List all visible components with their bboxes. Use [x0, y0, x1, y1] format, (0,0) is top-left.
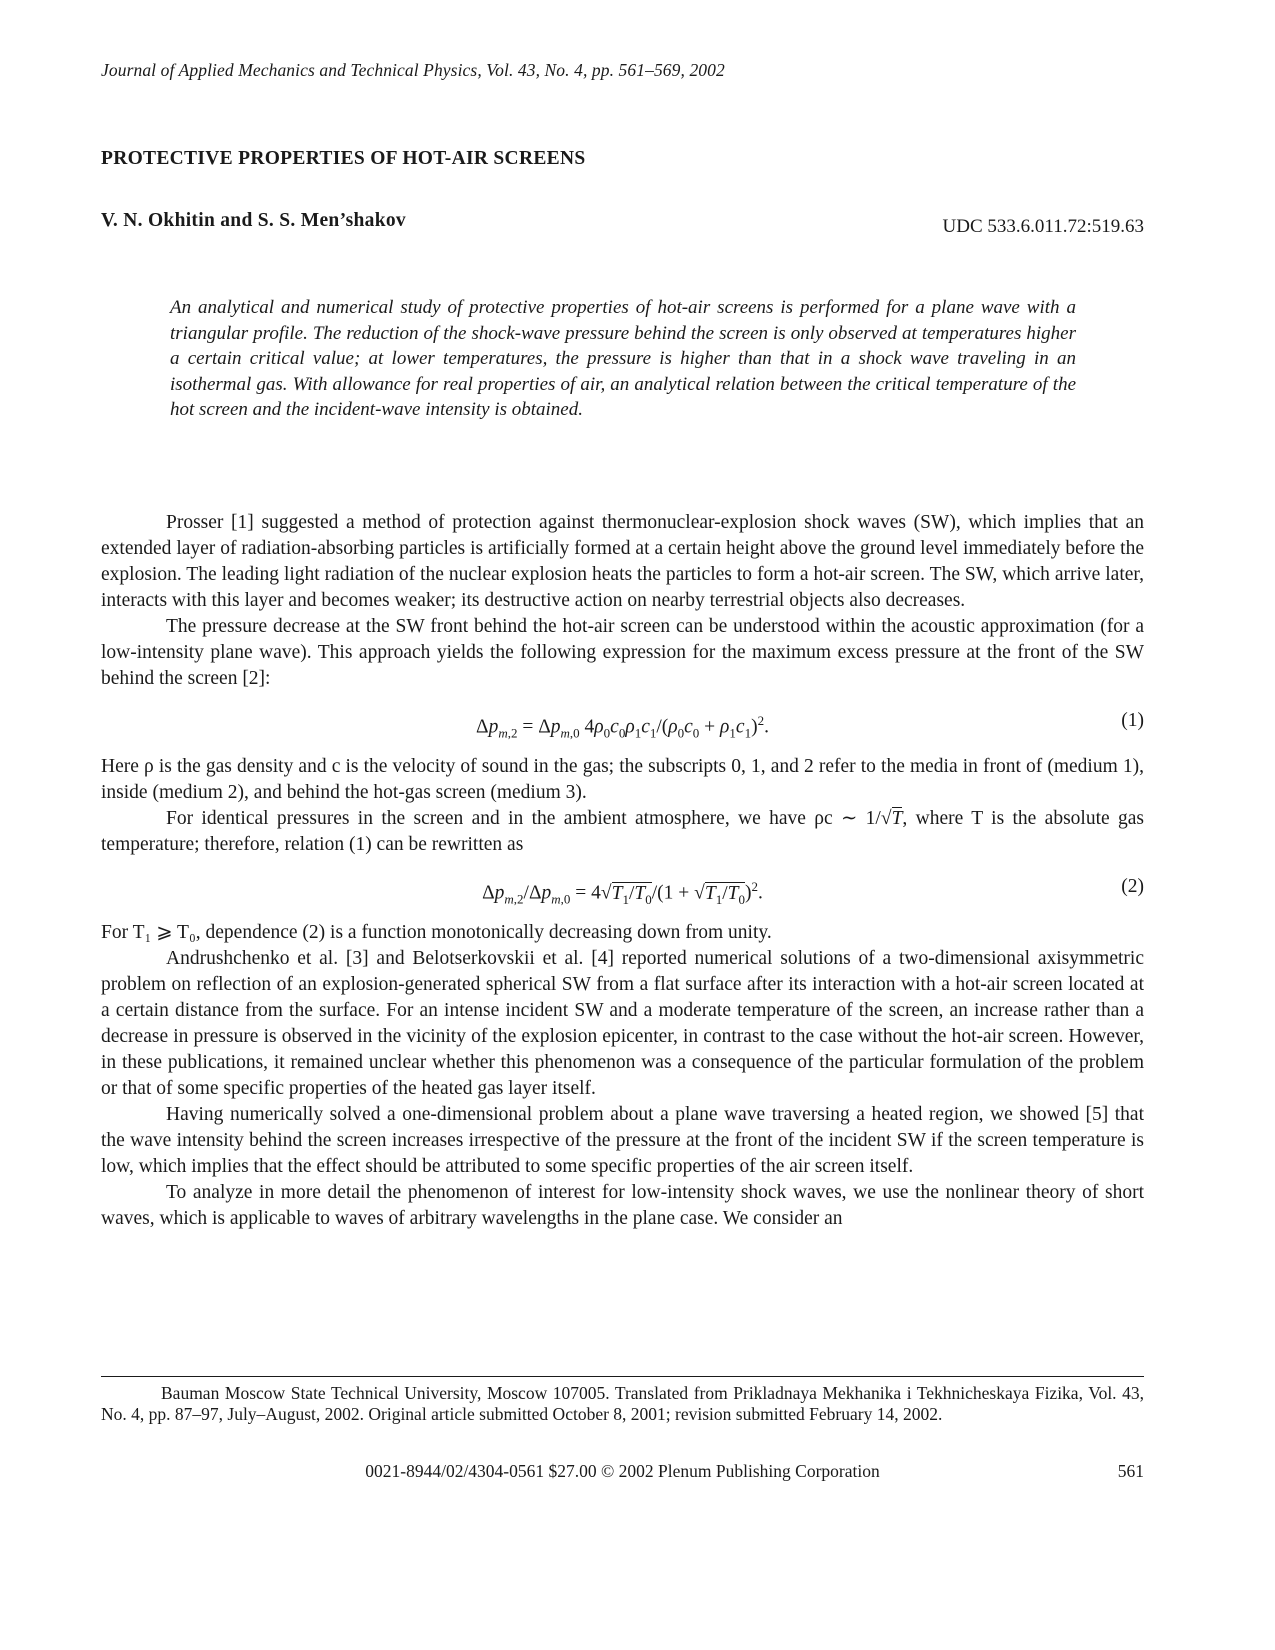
copyright-line: 0021-8944/02/4304-0561 $27.00 © 2002 Plenum Publishing Corporation — [365, 1461, 880, 1481]
article-title: PROTECTIVE PROPERTIES OF HOT-AIR SCREENS — [101, 148, 586, 169]
equation-1-formula: $\Delta p_{m,2} = \Delta p_{m,0}$ $4\rho_0c_0\rho_1c_1/(\rho_0c_0 + \rho_1c_1)^2$. — [476, 713, 769, 741]
equation-2-formula: $\Delta p_{m,2}/\Delta p_{m,0} = 4√T_1/T_0/(1 + √T_1/T_0)^2$. — [482, 879, 763, 907]
article-body — [101, 510, 1144, 1232]
paragraph-5: For T₁ ⩾ T₀, dependence (2) is a function monotonically decreasing down from unity. — [101, 922, 772, 943]
page-number: 561 — [1117, 1461, 1144, 1481]
sqrt-t: √T — [880, 808, 903, 829]
udc-code: UDC 533.6.011.72:519.63 — [942, 216, 1144, 237]
footnote-divider — [101, 1376, 1144, 1377]
equation-2 — [101, 866, 1144, 910]
paragraph-4-start: For identical pressures in the screen and in the ambient atmosphere, we have ρc ∼ 1/ — [166, 808, 881, 829]
article-authors: V. N. Okhitin and S. S. Men’shakov — [101, 210, 406, 231]
paragraph-7: Having numerically solved a one-dimensional problem about a plane wave traversing a heated region, we showed [5] that the wave intensity behind the screen increases irrespective of the pressure at the front of the incident SW if the screen temperature is low, which implies that the effect should be attributed to some specific properties of the air screen itself. — [101, 1104, 1144, 1177]
footnote: Bauman Moscow State Technical University, Moscow 107005. Translated from Prikladnaya Mekhanika i Tekhnicheskaya Fizika, Vol. 43, No. 4, pp. 87–97, July–August, 2002. Original article submitted October 8, 2001; revision submitted February 14, 2002. — [101, 1383, 1144, 1424]
equation-1-number: (1) — [1121, 710, 1144, 731]
abstract: An analytical and numerical study of protective properties of hot-air screens is performed for a plane wave with a triangular profile. The reduction of the shock-wave pressure behind the screen is only observed at temperatures higher a certain critical value; at lower temperatures, the pressure is higher than that in a shock wave traveling in an isothermal gas. With allowance for real properties of air, an analytical relation between the critical temperature of the hot screen and the incident-wave intensity is obtained. — [170, 297, 1076, 421]
paragraph-4-end: , where T is the absolute gas temperature; therefore, relation (1) can be rewritten as — [101, 808, 1144, 855]
paragraph-3: Here ρ is the gas density and c is the velocity of sound in the gas; the subscripts 0, 1, and 2 refer to the media in front of (medium 1), inside (medium 2), and behind the hot-gas screen (medium 3). — [101, 756, 1144, 803]
equation-1 — [101, 700, 1144, 744]
paragraph-8: To analyze in more detail the phenomenon of interest for low-intensity shock waves, we use the nonlinear theory of short waves, which is applicable to waves of arbitrary wavelengths in the plane case. We consider an — [101, 1182, 1144, 1229]
equation-2-number: (2) — [1121, 876, 1144, 897]
paragraph-1: Prosser [1] suggested a method of protection against thermonuclear-explosion shock waves (SW), which implies that an extended layer of radiation-absorbing particles is artificially formed at a certain height above the ground level immediately before the explosion. The leading light radiation of the nuclear explosion heats the particles to form a hot-air screen. The SW, which arrive later, interacts with this layer and becomes weaker; its destructive action on nearby terrestrial objects also decreases. — [101, 512, 1144, 611]
journal-citation: Journal of Applied Mechanics and Technical Physics, Vol. 43, No. 4, pp. 561–569, 2002 — [101, 60, 725, 80]
paragraph-2: The pressure decrease at the SW front behind the hot-air screen can be understood within the acoustic approximation (for a low-intensity plane wave). This approach yields the following expression for the maximum excess pressure at the front of the SW behind the screen [2]: — [101, 616, 1144, 689]
paragraph-6: Andrushchenko et al. [3] and Belotserkovskii et al. [4] reported numerical solutions of a two-dimensional axisymmetric problem on reflection of an explosion-generated spherical SW from a flat surface after its interaction with a hot-air screen located at a certain distance from the surface. For an intense incident SW and a moderate temperature of the screen, an increase rather than a decrease in pressure is observed in the vicinity of the explosion epicenter, in contrast to the case without the hot-air screen. However, in these publications, it remained unclear whether this phenomenon was a consequence of the particular formulation of the problem or that of some specific properties of the heated gas layer itself. — [101, 948, 1144, 1099]
paragraph-4 — [101, 806, 1144, 858]
